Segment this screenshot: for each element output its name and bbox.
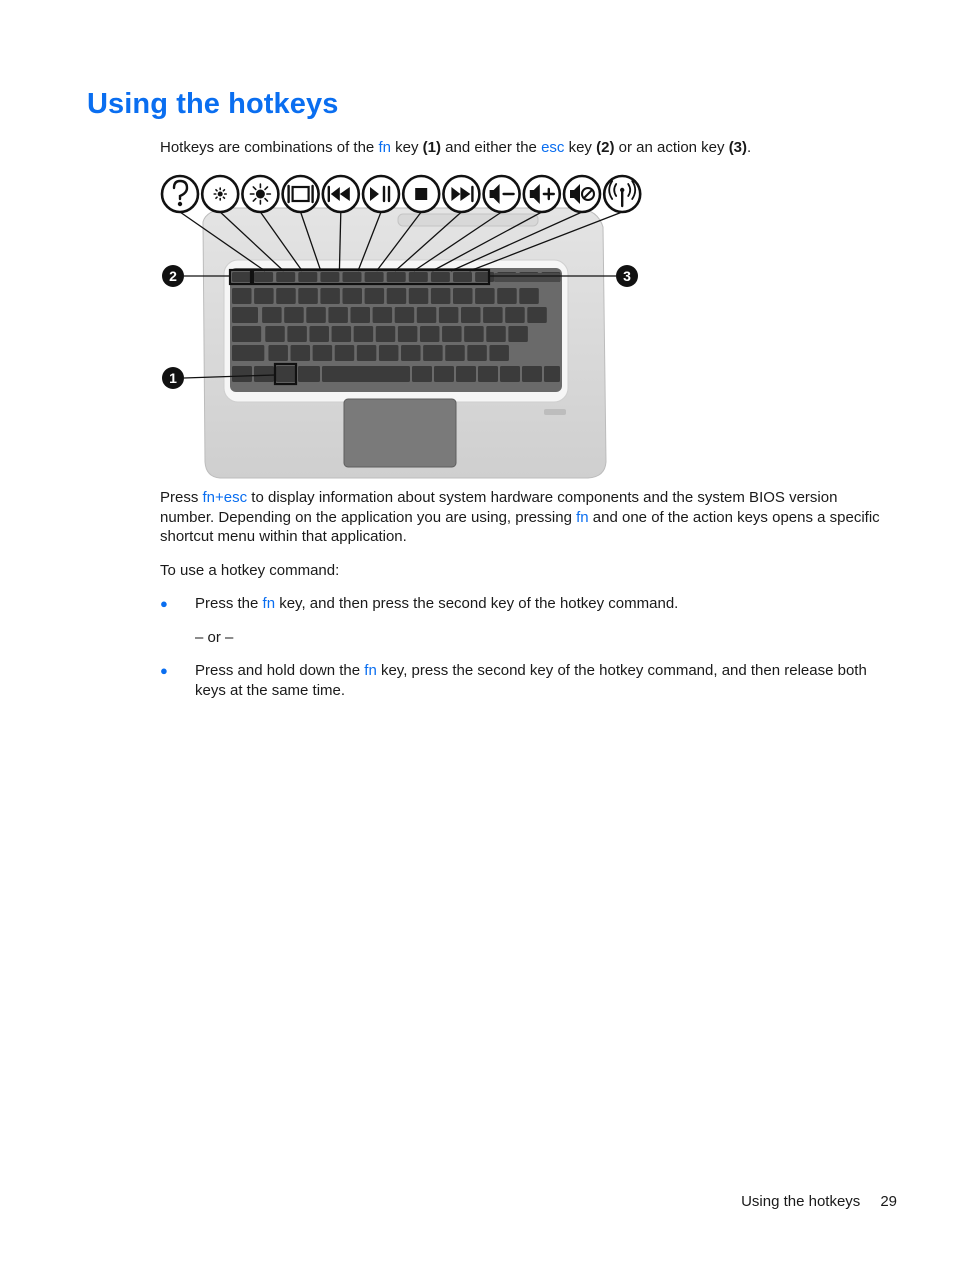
brightness-down-icon: [202, 176, 238, 212]
callout-ref-1: (1): [422, 139, 441, 156]
function-key: [276, 272, 295, 282]
function-key: [409, 272, 428, 282]
callout-3: [616, 265, 638, 287]
intro-text: Hotkeys are combinations of the: [160, 139, 379, 156]
footer-section-title: Using the hotkeys: [741, 1193, 861, 1210]
list-item-text: [195, 594, 890, 614]
page-number: 29: [880, 1193, 897, 1210]
keyboard-key: [486, 326, 506, 342]
keyboard-key: [306, 307, 326, 323]
list-text: Press and hold down the: [195, 662, 365, 679]
keyboard-key: [489, 345, 509, 361]
keyboard-illustration: [158, 172, 648, 484]
stop-icon: [403, 176, 439, 212]
list-item-text: [195, 661, 890, 700]
keyboard-key: [398, 326, 418, 342]
keyboard-key: [494, 273, 560, 282]
function-key: [453, 272, 472, 282]
volume-down-icon: [484, 176, 520, 212]
keyboard-key: [497, 288, 517, 304]
keyboard-key: [478, 366, 498, 382]
fn-esc-paragraph: [160, 488, 890, 547]
keyboard-key: [453, 288, 473, 304]
callout-3-label: 3: [623, 268, 631, 284]
volume-up-icon: [524, 176, 560, 212]
keyboard-key: [442, 326, 462, 342]
keyboard-key: [376, 326, 396, 342]
keyboard-key: [351, 307, 371, 323]
keyboard-key: [276, 288, 296, 304]
keyboard-key: [343, 288, 363, 304]
brightness-up-icon: [242, 176, 278, 212]
keyboard-key: [483, 307, 503, 323]
fn-keyword: fn: [364, 662, 377, 679]
callout-ref-3: (3): [728, 139, 748, 156]
list-text: key, press the second key of the hotkey command, and then release both keys at the same time.: [195, 662, 867, 699]
keyboard-key: [287, 326, 307, 342]
list-text: key, and then press the second key of the hotkey command.: [275, 595, 679, 612]
function-key: [343, 272, 362, 282]
mute-icon: [564, 176, 600, 212]
function-key: [254, 272, 273, 282]
keyboard-key: [332, 326, 352, 342]
keyboard-key: [412, 366, 432, 382]
fn-keyword: fn: [378, 139, 391, 156]
keyboard-key: [439, 307, 459, 323]
keyboard-key: [423, 345, 443, 361]
keyboard-key: [254, 288, 274, 304]
display-switch-icon: [283, 176, 319, 212]
keyboard-key: [322, 366, 410, 382]
keyboard-key: [309, 326, 329, 342]
intro-text: or an action key: [614, 139, 729, 156]
keyboard-key: [527, 307, 547, 323]
keyboard-key: [461, 307, 481, 323]
list-item: [160, 594, 890, 614]
keyboard-key: [417, 307, 437, 323]
function-key: [475, 272, 494, 282]
callout-1: [162, 367, 184, 389]
function-key: [387, 272, 406, 282]
para-text: to display information about system hardware components and the system BIOS version number. Depending on the application you are using, pressing: [160, 489, 838, 526]
keyboard-key: [265, 326, 285, 342]
keyboard-key: [232, 288, 252, 304]
function-key: [320, 272, 339, 282]
bullet-icon: ●: [160, 596, 168, 611]
bullet-icon: ●: [160, 663, 168, 678]
fn-keyword: fn: [576, 508, 589, 526]
keyboard-key: [298, 366, 320, 382]
previous-track-icon: [323, 176, 359, 212]
keyboard-key: [276, 366, 296, 382]
keyboard-key: [291, 345, 311, 361]
help-icon: [162, 176, 198, 212]
keyboard-key: [505, 307, 525, 323]
keyboard-key: [254, 366, 274, 382]
fn-keyword: fn: [262, 595, 276, 612]
play-pause-icon: [363, 176, 399, 212]
para-text: Press: [160, 489, 203, 506]
keyboard-key: [232, 366, 252, 382]
keyboard-key: [401, 345, 421, 361]
keyboard-key: [456, 366, 476, 382]
keyboard-key: [519, 288, 539, 304]
keyboard-key: [354, 326, 374, 342]
function-key: [365, 272, 384, 282]
intro-text: .: [747, 139, 752, 156]
keyboard-key: [313, 345, 333, 361]
function-key: [298, 272, 317, 282]
next-track-icon: [443, 176, 479, 212]
keyboard-key: [335, 345, 355, 361]
para-text: and one of the action keys opens a specific shortcut menu within that application.: [160, 508, 880, 546]
keyboard-key: [232, 307, 258, 323]
esc-keyword: esc: [541, 139, 565, 156]
keyboard-key: [232, 345, 264, 361]
keyboard-key: [445, 345, 465, 361]
keyboard-key: [268, 345, 288, 361]
list-item: [160, 661, 890, 700]
list-text: Press the: [195, 595, 263, 612]
callout-2: [162, 265, 184, 287]
function-key: [232, 272, 251, 282]
keyboard-key: [467, 345, 487, 361]
keyboard-key: [395, 307, 415, 323]
fn-esc-keyword: fn+esc: [202, 489, 248, 506]
keyboard-key: [379, 345, 399, 361]
keyboard-key: [522, 366, 542, 382]
keyboard-key: [284, 307, 304, 323]
keyboard-key: [500, 366, 520, 382]
intro-paragraph: [160, 138, 890, 158]
keyboard-key: [544, 366, 560, 382]
keyboard-key: [232, 326, 261, 342]
keyboard-key: [420, 326, 440, 342]
keyboard-key: [357, 345, 377, 361]
touchpad: [344, 399, 456, 467]
keyboard-key: [508, 326, 528, 342]
keyboard-key: [262, 307, 282, 323]
action-icon-row: [162, 176, 640, 212]
keyboard-key: [431, 288, 451, 304]
keyboard-key: [365, 288, 385, 304]
keyboard-key: [298, 288, 318, 304]
keyboard-key: [434, 366, 454, 382]
intro-text: key: [564, 139, 597, 156]
intro-text: key: [390, 139, 423, 156]
function-key: [431, 272, 450, 282]
keyboard-key: [464, 326, 484, 342]
intro-text: and either the: [441, 139, 542, 156]
keyboard-key: [475, 288, 495, 304]
keyboard-key: [409, 288, 429, 304]
wireless-icon: [604, 176, 640, 212]
or-separator: – or –: [195, 629, 234, 646]
usage-intro: To use a hotkey command:: [160, 562, 340, 579]
callout-1-label: 1: [169, 370, 177, 386]
keyboard-key: [320, 288, 340, 304]
keyboard-key: [387, 288, 407, 304]
callout-2-label: 2: [169, 268, 177, 284]
callout-ref-2: (2): [596, 139, 615, 156]
page-title: Using the hotkeys: [87, 88, 339, 120]
status-light: [544, 409, 566, 415]
keyboard-key: [328, 307, 348, 323]
keyboard-key: [373, 307, 393, 323]
page-footer: [741, 1193, 897, 1210]
